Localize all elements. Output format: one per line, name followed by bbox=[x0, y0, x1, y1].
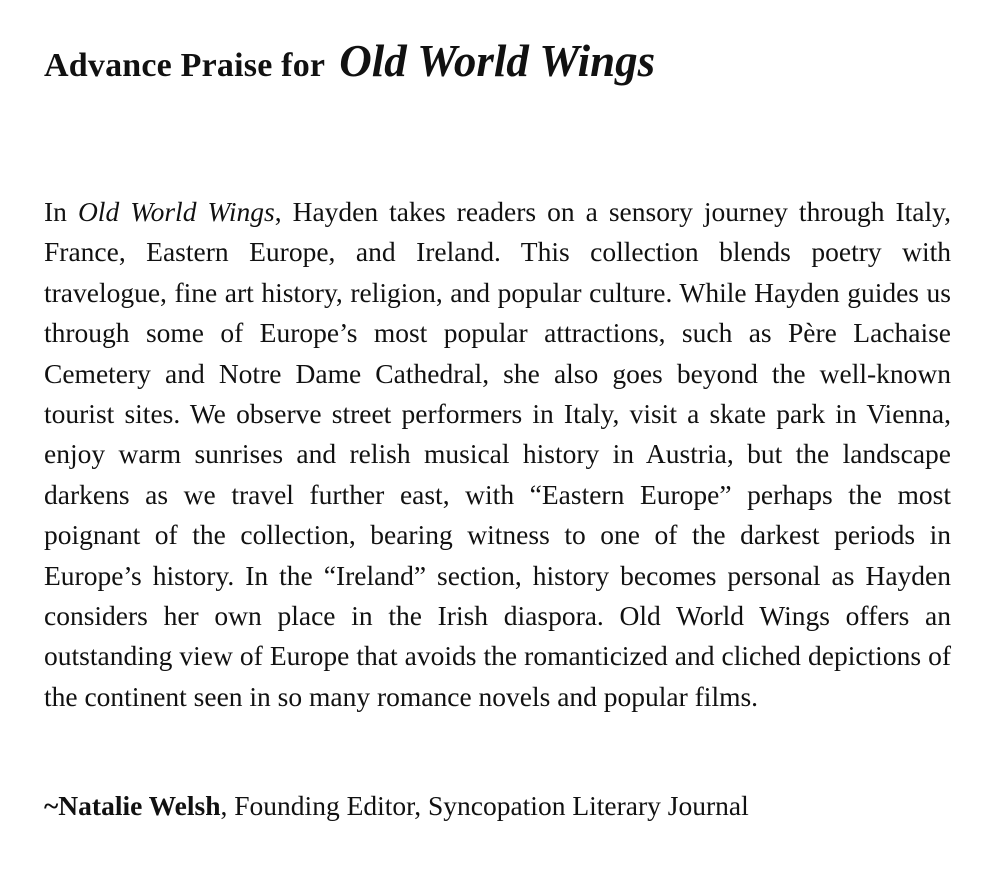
heading-book-title: Old World Wings bbox=[339, 36, 656, 86]
page-heading bbox=[44, 36, 655, 91]
review-attribution bbox=[44, 786, 749, 826]
review-text: , Hayden takes readers on a sensory journey through Italy, France, Eastern Europe, and Ireland. This collection blends poetry with travelogue, fine art history, religion, and popular culture. While Hayden guides us through some of Europe’s most popular attractions, such as Père Lachaise Cemetery and Notre Dame Cathedral, she also goes beyond the well-known tourist sites. We observe street performers in Italy, visit a skate park in Vienna, enjoy warm sunrises and relish musical history in Austria, but the landscape darkens as we travel further east, with “Eastern Europe” perhaps the most poignant of the collection, bearing witness to one of the darkest periods in Europe’s history. In the “Ireland” section, history becomes personal as Hayden considers her own place in the Irish diaspora. Old World Wings offers an outstanding view of Europe that avoids the romanticized and cliched depictions of the continent seen in so many romance novels and popular films. bbox=[44, 196, 951, 712]
heading-prefix: Advance Praise for bbox=[44, 47, 326, 84]
reviewer-role: , Founding Editor, Syncopation Literary Journal bbox=[220, 790, 749, 821]
reviewer-name: ~Natalie Welsh bbox=[44, 790, 221, 821]
review-intro: In bbox=[44, 196, 78, 227]
review-book-title: Old World Wings bbox=[77, 196, 275, 227]
review-paragraph bbox=[44, 192, 951, 717]
